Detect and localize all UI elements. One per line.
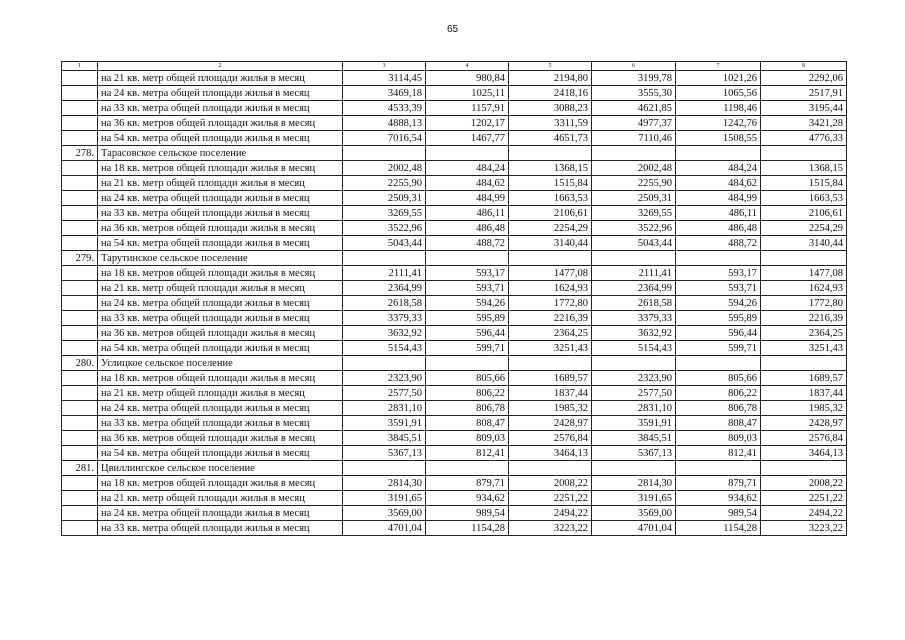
table-row	[62, 191, 847, 206]
table-row	[62, 491, 847, 506]
value-cell-col-7: 806,22	[676, 386, 761, 401]
value-cell-col-7: 593,71	[676, 281, 761, 296]
value-cell-col-6: 3845,51	[592, 431, 676, 446]
table-row	[62, 116, 847, 131]
value-cell-col-7: 484,62	[676, 176, 761, 191]
value-cell-col-5: 3223,22	[509, 521, 592, 536]
value-cell-col-4: 486,11	[426, 206, 509, 221]
empty-cell	[676, 251, 761, 266]
settlement-name: Тарутинское сельское поселение	[98, 251, 343, 266]
empty-cell	[426, 146, 509, 161]
table-row	[62, 401, 847, 416]
value-cell-col-3: 3569,00	[343, 506, 426, 521]
value-cell-col-3: 4533,39	[343, 101, 426, 116]
row-description: на 24 кв. метра общей площади жилья в месяц	[98, 296, 343, 311]
value-cell-col-5: 1772,80	[509, 296, 592, 311]
value-cell-col-5: 1368,15	[509, 161, 592, 176]
value-cell-col-7: 1198,46	[676, 101, 761, 116]
value-cell-col-8: 2292,06	[761, 71, 847, 86]
settlement-row	[62, 461, 847, 476]
value-cell-col-8: 1477,08	[761, 266, 847, 281]
empty-index-cell	[62, 176, 98, 191]
header-col-1: 1	[62, 62, 98, 71]
value-cell-col-4: 596,44	[426, 326, 509, 341]
value-cell-col-6: 3269,55	[592, 206, 676, 221]
page-number: 65	[446, 24, 459, 35]
table-row	[62, 71, 847, 86]
empty-index-cell	[62, 386, 98, 401]
value-cell-col-3: 4888,13	[343, 116, 426, 131]
value-cell-col-8: 2428,97	[761, 416, 847, 431]
settlement-number: 278.	[62, 146, 98, 161]
empty-index-cell	[62, 131, 98, 146]
header-row	[62, 62, 847, 71]
value-cell-col-3: 5367,13	[343, 446, 426, 461]
value-cell-col-8: 1985,32	[761, 401, 847, 416]
header-col-5: 5	[509, 62, 592, 71]
table-row	[62, 506, 847, 521]
empty-cell	[509, 146, 592, 161]
value-cell-col-6: 4621,85	[592, 101, 676, 116]
empty-cell	[761, 356, 847, 371]
empty-cell	[761, 461, 847, 476]
value-cell-col-3: 3191,65	[343, 491, 426, 506]
table-row	[62, 101, 847, 116]
value-cell-col-4: 488,72	[426, 236, 509, 251]
empty-index-cell	[62, 101, 98, 116]
value-cell-col-3: 3469,18	[343, 86, 426, 101]
value-cell-col-4: 1467,77	[426, 131, 509, 146]
value-cell-col-4: 594,26	[426, 296, 509, 311]
value-cell-col-6: 7110,46	[592, 131, 676, 146]
settlement-name: Тарасовское сельское поселение	[98, 146, 343, 161]
value-cell-col-5: 1515,84	[509, 176, 592, 191]
settlement-row	[62, 146, 847, 161]
value-cell-col-6: 2831,10	[592, 401, 676, 416]
value-cell-col-7: 599,71	[676, 341, 761, 356]
value-cell-col-4: 808,47	[426, 416, 509, 431]
value-cell-col-5: 1663,53	[509, 191, 592, 206]
value-cell-col-7: 596,44	[676, 326, 761, 341]
value-cell-col-7: 805,66	[676, 371, 761, 386]
value-cell-col-3: 2814,30	[343, 476, 426, 491]
value-cell-col-8: 4776,33	[761, 131, 847, 146]
value-cell-col-5: 2251,22	[509, 491, 592, 506]
empty-index-cell	[62, 221, 98, 236]
value-cell-col-8: 2008,22	[761, 476, 847, 491]
value-cell-col-8: 3464,13	[761, 446, 847, 461]
value-cell-col-7: 1242,76	[676, 116, 761, 131]
value-cell-col-3: 3522,96	[343, 221, 426, 236]
value-cell-col-6: 2814,30	[592, 476, 676, 491]
value-cell-col-5: 2254,29	[509, 221, 592, 236]
empty-cell	[761, 146, 847, 161]
value-cell-col-3: 2831,10	[343, 401, 426, 416]
empty-index-cell	[62, 296, 98, 311]
value-cell-col-8: 2517,91	[761, 86, 847, 101]
row-description: на 36 кв. метров общей площади жилья в месяц	[98, 326, 343, 341]
value-cell-col-7: 593,17	[676, 266, 761, 281]
table-row	[62, 521, 847, 536]
value-cell-col-5: 3088,23	[509, 101, 592, 116]
empty-cell	[509, 356, 592, 371]
header-col-3: 3	[343, 62, 426, 71]
value-cell-col-6: 3199,78	[592, 71, 676, 86]
empty-cell	[343, 356, 426, 371]
value-cell-col-3: 2618,58	[343, 296, 426, 311]
value-cell-col-8: 1368,15	[761, 161, 847, 176]
empty-index-cell	[62, 71, 98, 86]
row-description: на 18 кв. метров общей площади жилья в месяц	[98, 161, 343, 176]
value-cell-col-4: 599,71	[426, 341, 509, 356]
value-cell-col-8: 3195,44	[761, 101, 847, 116]
value-cell-col-7: 1065,56	[676, 86, 761, 101]
value-cell-col-4: 593,17	[426, 266, 509, 281]
value-cell-col-6: 2577,50	[592, 386, 676, 401]
value-cell-col-5: 1837,44	[509, 386, 592, 401]
value-cell-col-7: 595,89	[676, 311, 761, 326]
table-row	[62, 371, 847, 386]
table-row	[62, 266, 847, 281]
value-cell-col-3: 2002,48	[343, 161, 426, 176]
value-cell-col-8: 2216,39	[761, 311, 847, 326]
empty-index-cell	[62, 416, 98, 431]
value-cell-col-6: 3191,65	[592, 491, 676, 506]
value-cell-col-4: 1025,11	[426, 86, 509, 101]
empty-cell	[343, 146, 426, 161]
table-row	[62, 206, 847, 221]
value-cell-col-6: 2323,90	[592, 371, 676, 386]
value-cell-col-6: 5367,13	[592, 446, 676, 461]
empty-index-cell	[62, 326, 98, 341]
empty-cell	[676, 146, 761, 161]
value-cell-col-4: 595,89	[426, 311, 509, 326]
value-cell-col-8: 2254,29	[761, 221, 847, 236]
row-description: на 24 кв. метра общей площади жилья в месяц	[98, 86, 343, 101]
value-cell-col-8: 1689,57	[761, 371, 847, 386]
value-cell-col-3: 3269,55	[343, 206, 426, 221]
value-cell-col-8: 2364,25	[761, 326, 847, 341]
value-cell-col-7: 486,11	[676, 206, 761, 221]
value-cell-col-7: 1021,26	[676, 71, 761, 86]
empty-index-cell	[62, 86, 98, 101]
empty-index-cell	[62, 311, 98, 326]
value-cell-col-5: 1477,08	[509, 266, 592, 281]
value-cell-col-8: 1772,80	[761, 296, 847, 311]
empty-index-cell	[62, 491, 98, 506]
value-cell-col-7: 1508,55	[676, 131, 761, 146]
row-description: на 36 кв. метров общей площади жилья в месяц	[98, 116, 343, 131]
empty-index-cell	[62, 371, 98, 386]
empty-index-cell	[62, 161, 98, 176]
value-cell-col-3: 4701,04	[343, 521, 426, 536]
value-cell-col-6: 4977,37	[592, 116, 676, 131]
value-cell-col-8: 1663,53	[761, 191, 847, 206]
table-row	[62, 416, 847, 431]
value-cell-col-8: 2576,84	[761, 431, 847, 446]
value-cell-col-5: 3251,43	[509, 341, 592, 356]
empty-cell	[426, 461, 509, 476]
empty-cell	[426, 251, 509, 266]
value-cell-col-7: 934,62	[676, 491, 761, 506]
value-cell-col-4: 934,62	[426, 491, 509, 506]
value-cell-col-4: 879,71	[426, 476, 509, 491]
row-description: на 18 кв. метров общей площади жилья в месяц	[98, 266, 343, 281]
value-cell-col-6: 3569,00	[592, 506, 676, 521]
value-cell-col-7: 879,71	[676, 476, 761, 491]
empty-cell	[592, 146, 676, 161]
row-description: на 24 кв. метра общей площади жилья в месяц	[98, 401, 343, 416]
row-description: на 21 кв. метр общей площади жилья в месяц	[98, 71, 343, 86]
empty-cell	[592, 356, 676, 371]
table-row	[62, 326, 847, 341]
table-body	[62, 71, 847, 536]
settlement-name: Цвиллингское сельское поселение	[98, 461, 343, 476]
value-cell-col-4: 593,71	[426, 281, 509, 296]
value-cell-col-3: 5154,43	[343, 341, 426, 356]
value-cell-col-6: 5043,44	[592, 236, 676, 251]
empty-index-cell	[62, 401, 98, 416]
value-cell-col-6: 3591,91	[592, 416, 676, 431]
value-cell-col-8: 1624,93	[761, 281, 847, 296]
table-row	[62, 131, 847, 146]
value-cell-col-4: 806,22	[426, 386, 509, 401]
value-cell-col-4: 812,41	[426, 446, 509, 461]
table-row	[62, 386, 847, 401]
empty-cell	[676, 461, 761, 476]
value-cell-col-6: 3522,96	[592, 221, 676, 236]
value-cell-col-3: 2364,99	[343, 281, 426, 296]
value-cell-col-4: 980,84	[426, 71, 509, 86]
tariff-table	[61, 61, 847, 536]
value-cell-col-8: 1515,84	[761, 176, 847, 191]
table-row	[62, 281, 847, 296]
value-cell-col-3: 3632,92	[343, 326, 426, 341]
value-cell-col-7: 594,26	[676, 296, 761, 311]
value-cell-col-7: 484,99	[676, 191, 761, 206]
value-cell-col-6: 2618,58	[592, 296, 676, 311]
value-cell-col-3: 2577,50	[343, 386, 426, 401]
row-description: на 54 кв. метра общей площади жилья в месяц	[98, 446, 343, 461]
table-row	[62, 236, 847, 251]
row-description: на 33 кв. метра общей площади жилья в месяц	[98, 206, 343, 221]
table-row	[62, 86, 847, 101]
settlement-number: 281.	[62, 461, 98, 476]
table-row	[62, 311, 847, 326]
value-cell-col-4: 1157,91	[426, 101, 509, 116]
value-cell-col-5: 2106,61	[509, 206, 592, 221]
table-row	[62, 296, 847, 311]
value-cell-col-3: 3845,51	[343, 431, 426, 446]
row-description: на 54 кв. метра общей площади жилья в месяц	[98, 341, 343, 356]
empty-index-cell	[62, 236, 98, 251]
empty-index-cell	[62, 446, 98, 461]
table-row	[62, 446, 847, 461]
row-description: на 18 кв. метров общей площади жилья в месяц	[98, 476, 343, 491]
value-cell-col-8: 3251,43	[761, 341, 847, 356]
value-cell-col-6: 3379,33	[592, 311, 676, 326]
value-cell-col-4: 1202,17	[426, 116, 509, 131]
row-description: на 21 кв. метр общей площади жилья в месяц	[98, 386, 343, 401]
header-col-7: 7	[676, 62, 761, 71]
row-description: на 54 кв. метра общей площади жилья в месяц	[98, 131, 343, 146]
value-cell-col-7: 989,54	[676, 506, 761, 521]
settlement-number: 280.	[62, 356, 98, 371]
value-cell-col-3: 5043,44	[343, 236, 426, 251]
row-description: на 54 кв. метра общей площади жилья в месяц	[98, 236, 343, 251]
value-cell-col-5: 2576,84	[509, 431, 592, 446]
value-cell-col-3: 2255,90	[343, 176, 426, 191]
empty-index-cell	[62, 476, 98, 491]
value-cell-col-3: 3591,91	[343, 416, 426, 431]
empty-index-cell	[62, 206, 98, 221]
value-cell-col-4: 486,48	[426, 221, 509, 236]
value-cell-col-5: 2194,80	[509, 71, 592, 86]
empty-cell	[509, 251, 592, 266]
header-col-2: 2	[98, 62, 343, 71]
table-row	[62, 221, 847, 236]
value-cell-col-7: 486,48	[676, 221, 761, 236]
value-cell-col-5: 3140,44	[509, 236, 592, 251]
row-description: на 24 кв. метра общей площади жилья в месяц	[98, 191, 343, 206]
empty-cell	[343, 461, 426, 476]
value-cell-col-3: 2323,90	[343, 371, 426, 386]
empty-index-cell	[62, 341, 98, 356]
value-cell-col-5: 1985,32	[509, 401, 592, 416]
value-cell-col-5: 2428,97	[509, 416, 592, 431]
value-cell-col-6: 2255,90	[592, 176, 676, 191]
header-col-6: 6	[592, 62, 676, 71]
empty-index-cell	[62, 521, 98, 536]
empty-index-cell	[62, 431, 98, 446]
row-description: на 33 кв. метра общей площади жилья в месяц	[98, 416, 343, 431]
value-cell-col-3: 3114,45	[343, 71, 426, 86]
empty-index-cell	[62, 266, 98, 281]
settlement-number: 279.	[62, 251, 98, 266]
table-row	[62, 176, 847, 191]
empty-cell	[676, 356, 761, 371]
value-cell-col-6: 2002,48	[592, 161, 676, 176]
table-row	[62, 431, 847, 446]
settlement-row	[62, 356, 847, 371]
value-cell-col-6: 3555,30	[592, 86, 676, 101]
value-cell-col-4: 805,66	[426, 371, 509, 386]
value-cell-col-7: 1154,28	[676, 521, 761, 536]
settlement-row	[62, 251, 847, 266]
value-cell-col-5: 1624,93	[509, 281, 592, 296]
value-cell-col-5: 4651,73	[509, 131, 592, 146]
row-description: на 36 кв. метров общей площади жилья в месяц	[98, 221, 343, 236]
header-col-4: 4	[426, 62, 509, 71]
value-cell-col-4: 1154,28	[426, 521, 509, 536]
value-cell-col-8: 2251,22	[761, 491, 847, 506]
value-cell-col-8: 1837,44	[761, 386, 847, 401]
value-cell-col-3: 2111,41	[343, 266, 426, 281]
empty-cell	[426, 356, 509, 371]
value-cell-col-5: 3464,13	[509, 446, 592, 461]
value-cell-col-7: 806,78	[676, 401, 761, 416]
value-cell-col-5: 2364,25	[509, 326, 592, 341]
row-description: на 36 кв. метров общей площади жилья в месяц	[98, 431, 343, 446]
value-cell-col-5: 3311,59	[509, 116, 592, 131]
value-cell-col-4: 989,54	[426, 506, 509, 521]
value-cell-col-4: 809,03	[426, 431, 509, 446]
row-description: на 24 кв. метра общей площади жилья в месяц	[98, 506, 343, 521]
table-row	[62, 476, 847, 491]
empty-cell	[343, 251, 426, 266]
empty-cell	[509, 461, 592, 476]
value-cell-col-5: 2494,22	[509, 506, 592, 521]
value-cell-col-5: 2216,39	[509, 311, 592, 326]
row-description: на 33 кв. метра общей площади жилья в месяц	[98, 101, 343, 116]
row-description: на 18 кв. метров общей площади жилья в месяц	[98, 371, 343, 386]
value-cell-col-6: 2111,41	[592, 266, 676, 281]
empty-index-cell	[62, 506, 98, 521]
empty-cell	[592, 461, 676, 476]
value-cell-col-8: 3223,22	[761, 521, 847, 536]
value-cell-col-7: 488,72	[676, 236, 761, 251]
value-cell-col-6: 2364,99	[592, 281, 676, 296]
empty-cell	[592, 251, 676, 266]
value-cell-col-6: 4701,04	[592, 521, 676, 536]
value-cell-col-7: 484,24	[676, 161, 761, 176]
empty-index-cell	[62, 116, 98, 131]
value-cell-col-5: 1689,57	[509, 371, 592, 386]
table-row	[62, 161, 847, 176]
row-description: на 21 кв. метр общей площади жилья в месяц	[98, 281, 343, 296]
settlement-name: Углицкое сельское поселение	[98, 356, 343, 371]
value-cell-col-4: 806,78	[426, 401, 509, 416]
value-cell-col-7: 808,47	[676, 416, 761, 431]
value-cell-col-7: 812,41	[676, 446, 761, 461]
value-cell-col-5: 2418,16	[509, 86, 592, 101]
value-cell-col-3: 7016,54	[343, 131, 426, 146]
value-cell-col-8: 2106,61	[761, 206, 847, 221]
value-cell-col-4: 484,62	[426, 176, 509, 191]
row-description: на 21 кв. метр общей площади жилья в месяц	[98, 176, 343, 191]
value-cell-col-6: 2509,31	[592, 191, 676, 206]
row-description: на 21 кв. метр общей площади жилья в месяц	[98, 491, 343, 506]
row-description: на 33 кв. метра общей площади жилья в месяц	[98, 311, 343, 326]
table-row	[62, 341, 847, 356]
value-cell-col-7: 809,03	[676, 431, 761, 446]
value-cell-col-5: 2008,22	[509, 476, 592, 491]
value-cell-col-4: 484,24	[426, 161, 509, 176]
table-header	[62, 62, 847, 71]
value-cell-col-8: 2494,22	[761, 506, 847, 521]
value-cell-col-6: 5154,43	[592, 341, 676, 356]
value-cell-col-3: 2509,31	[343, 191, 426, 206]
row-description: на 33 кв. метра общей площади жилья в месяц	[98, 521, 343, 536]
header-col-8: 8	[761, 62, 847, 71]
value-cell-col-6: 3632,92	[592, 326, 676, 341]
value-cell-col-8: 3421,28	[761, 116, 847, 131]
value-cell-col-3: 3379,33	[343, 311, 426, 326]
empty-index-cell	[62, 191, 98, 206]
empty-index-cell	[62, 281, 98, 296]
value-cell-col-8: 3140,44	[761, 236, 847, 251]
empty-cell	[761, 251, 847, 266]
value-cell-col-4: 484,99	[426, 191, 509, 206]
